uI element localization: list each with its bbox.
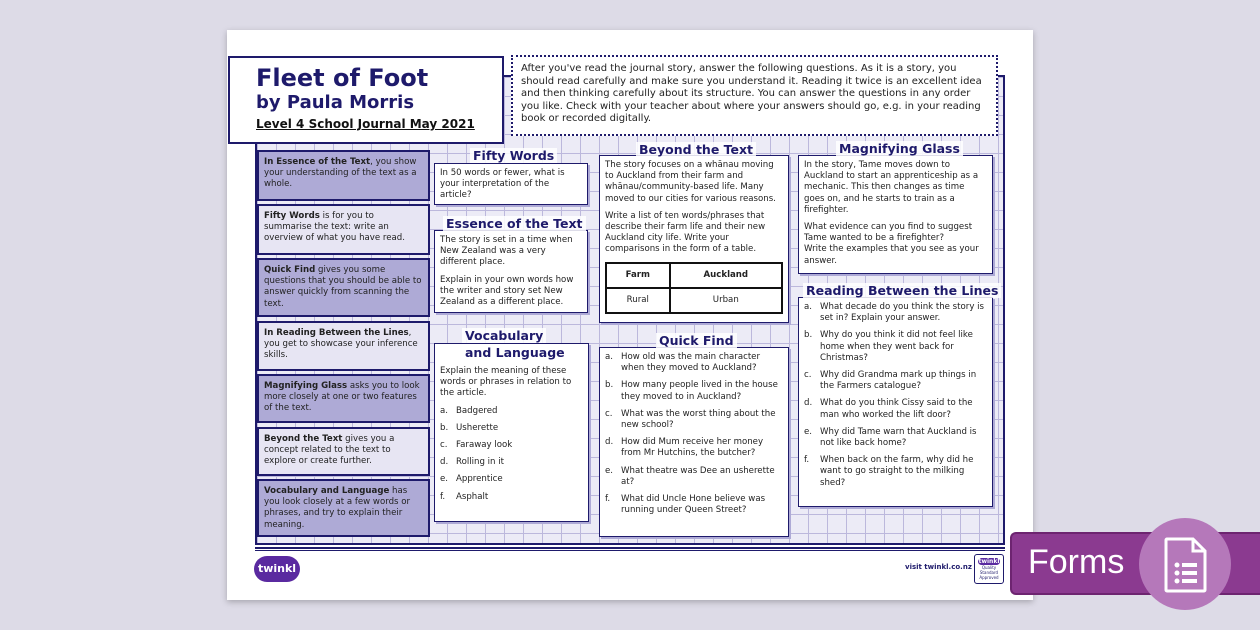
item-text: What was the worst thing about the new school?	[621, 408, 776, 431]
item-text: Why do you think it did not feel like home when they went back for Christmas?	[820, 330, 973, 363]
item-text: How many people lived in the house they moved to in Auckland?	[621, 380, 778, 402]
quick-find-item	[605, 409, 783, 431]
badge-logo: twinkl	[978, 558, 1000, 565]
vocab-item	[440, 457, 583, 468]
guide-quick-find	[257, 258, 430, 317]
forms-label: Forms	[1028, 543, 1125, 581]
guide-bold: Quick Find	[264, 265, 316, 275]
magnify-instruction: Write the examples that you see as your answer.	[804, 244, 979, 266]
item-text: What did Uncle Hone believe was running under Queen Street?	[621, 494, 766, 516]
reading-item	[804, 398, 987, 420]
item-text: Asphalt	[456, 491, 489, 502]
vocabulary-intro: Explain the meaning of these words or phrases in relation to the article.	[440, 366, 572, 399]
item-letter: e.	[440, 474, 449, 485]
guide-text: gives you a concept related to the text to explore or create further.	[264, 434, 395, 467]
table-cell: Rural	[606, 288, 670, 313]
item-letter: f.	[804, 455, 810, 466]
footer-divider	[255, 547, 1005, 551]
guide-bold: Vocabulary and Language	[264, 486, 390, 496]
essence-box	[434, 230, 588, 313]
reading-item	[804, 427, 987, 449]
guide-text: gives you some questions that you should be able to answer quickly from scanning the text.	[264, 265, 422, 309]
fifty-words-box	[434, 163, 588, 205]
worksheet-title: Fleet of Foot	[256, 64, 429, 92]
visit-link[interactable]: visit twinkl.co.nz	[905, 563, 972, 571]
quick-find-item	[605, 380, 783, 402]
item-letter: a.	[804, 302, 812, 312]
fifty-words-heading: Fifty Words	[470, 148, 557, 163]
essence-heading: Essence of the Text	[443, 216, 586, 231]
vocabulary-box	[434, 343, 589, 522]
item-letter: c.	[440, 440, 448, 451]
journal-level: Level 4 School Journal May 2021	[256, 117, 475, 131]
table-header: Auckland	[670, 263, 782, 288]
guide-text: has you look closely at a few words or phrases, and try to explain their meaning.	[264, 486, 411, 530]
beyond-text: The story focuses on a whānau moving to Auckland from their farm and whānau/community-based life. Many moved to our cities for various reasons.	[605, 160, 776, 204]
beyond-heading: Beyond the Text	[636, 142, 756, 157]
reading-between-box	[798, 297, 993, 507]
table-cell: Urban	[670, 288, 782, 313]
item-text: How did Mum receive her money from Mr Hutchins, the butcher?	[621, 437, 764, 459]
item-letter: d.	[605, 437, 614, 448]
item-letter: b.	[440, 422, 449, 433]
item-letter: f.	[605, 494, 611, 505]
quick-find-box	[599, 347, 789, 537]
guide-text: , you get to showcase your inference skills.	[264, 328, 418, 361]
item-letter: c.	[804, 370, 812, 381]
quality-badge	[974, 554, 1004, 584]
magnify-question: What evidence can you find to suggest Tame wanted to be a firefighter?	[804, 222, 973, 244]
google-forms-icon	[1164, 537, 1208, 593]
guide-bold: In Essence of the Text	[264, 157, 371, 167]
comparison-table	[605, 262, 783, 314]
guide-text: asks you to look more closely at one or two features of the text.	[264, 381, 420, 414]
item-text: Badgered	[456, 405, 498, 416]
guide-magnifying	[257, 374, 430, 423]
item-text: Faraway look	[456, 440, 513, 451]
fifty-words-text: In 50 words or fewer, what is your interpretation of the article?	[440, 168, 565, 201]
magnify-text: In the story, Tame moves down to Auckland to start an apprenticeship as a mechanic. This then changes as time goes on, and he starts to train as a firefighter.	[804, 160, 979, 215]
instructions-box: After you've read the journal story, answer the following questions. As it is a story, you should read carefully and make sure you understand it. Reading it twice is an excellent idea and then thinking carefully about its structure. You can answer the questions in any order you like. Check with your teacher about where your answers should go, e.g. in your reading book or recorded digitally.	[511, 55, 998, 136]
item-letter: b.	[804, 330, 813, 341]
item-text: Why did Grandma mark up things in the Farmers catalogue?	[820, 370, 977, 392]
title-box	[228, 56, 504, 144]
guide-text: , you show your understanding of the text as a whole.	[264, 157, 417, 190]
guide-text: is for you to summarise the text: write an overview of what you have read.	[264, 211, 405, 244]
guide-fifty-words	[257, 204, 430, 255]
reading-item	[804, 302, 987, 324]
beyond-question: Write a list of ten words/phrases that describe their farm life and their new Auckland city life. Write your comparisons in the form of a table.	[605, 210, 766, 255]
quick-find-item	[605, 494, 783, 516]
magnifying-heading: Magnifying Glass	[836, 141, 963, 156]
quick-find-item	[605, 466, 783, 488]
item-text: Why did Tame warn that Auckland is not like back home?	[820, 426, 977, 449]
reading-item	[804, 370, 987, 392]
item-text: Apprentice	[456, 474, 503, 485]
vocab-item	[440, 440, 583, 451]
quick-find-item	[605, 352, 783, 374]
item-text: When back on the farm, why did he want to go straight to the milking shed?	[820, 455, 974, 488]
item-text: Rolling in it	[456, 457, 504, 468]
item-letter: d.	[804, 398, 813, 409]
reading-item	[804, 455, 987, 489]
reading-between-heading: Reading Between the Lines	[803, 283, 1001, 298]
essence-text: The story is set in a time when New Zealand was a very different place.	[440, 235, 573, 268]
guide-vocabulary	[257, 479, 430, 537]
item-letter: e.	[605, 465, 614, 476]
reading-item	[804, 330, 987, 364]
guide-bold: Magnifying Glass	[264, 381, 348, 391]
author: by Paula Morris	[256, 92, 415, 113]
item-letter: e.	[804, 426, 813, 437]
beyond-box	[599, 155, 789, 323]
quick-find-heading: Quick Find	[656, 333, 737, 348]
guide-bold: Beyond the Text	[264, 434, 343, 444]
item-letter: a.	[605, 352, 613, 362]
item-letter: c.	[605, 408, 613, 419]
table-header: Farm	[606, 263, 670, 288]
guide-reading-between	[257, 321, 430, 371]
guide-bold: In Reading Between the Lines	[264, 328, 409, 338]
quick-find-item	[605, 437, 783, 459]
item-text: Usherette	[456, 422, 499, 433]
vocab-item	[440, 492, 583, 503]
essence-question: Explain in your own words how the writer and story set New Zealand as a different place.	[440, 274, 574, 308]
vocab-item	[440, 423, 583, 434]
item-text: What decade do you think the story is set in? Explain your answer.	[820, 302, 984, 324]
item-letter: b.	[605, 380, 614, 391]
twinkl-logo: twinkl	[254, 556, 300, 582]
vocabulary-heading-1: Vocabulary	[462, 328, 546, 343]
badge-text: Quality Standard Approved	[979, 565, 999, 580]
vocab-item	[440, 406, 583, 417]
item-text: What theatre was Dee an usherette at?	[621, 465, 775, 487]
guide-essence	[257, 150, 430, 201]
vocabulary-heading-2: and Language	[462, 345, 568, 360]
guide-beyond	[257, 427, 430, 476]
magnifying-box	[798, 155, 993, 274]
item-letter: d.	[440, 457, 449, 468]
item-text: How old was the main character when they moved to Auckland?	[621, 352, 761, 374]
item-letter: f.	[440, 491, 446, 502]
item-text: What do you think Cissy said to the man who worked the lift door?	[820, 398, 973, 420]
vocab-item	[440, 474, 583, 485]
item-letter: a.	[440, 405, 448, 416]
guide-bold: Fifty Words	[264, 211, 320, 221]
